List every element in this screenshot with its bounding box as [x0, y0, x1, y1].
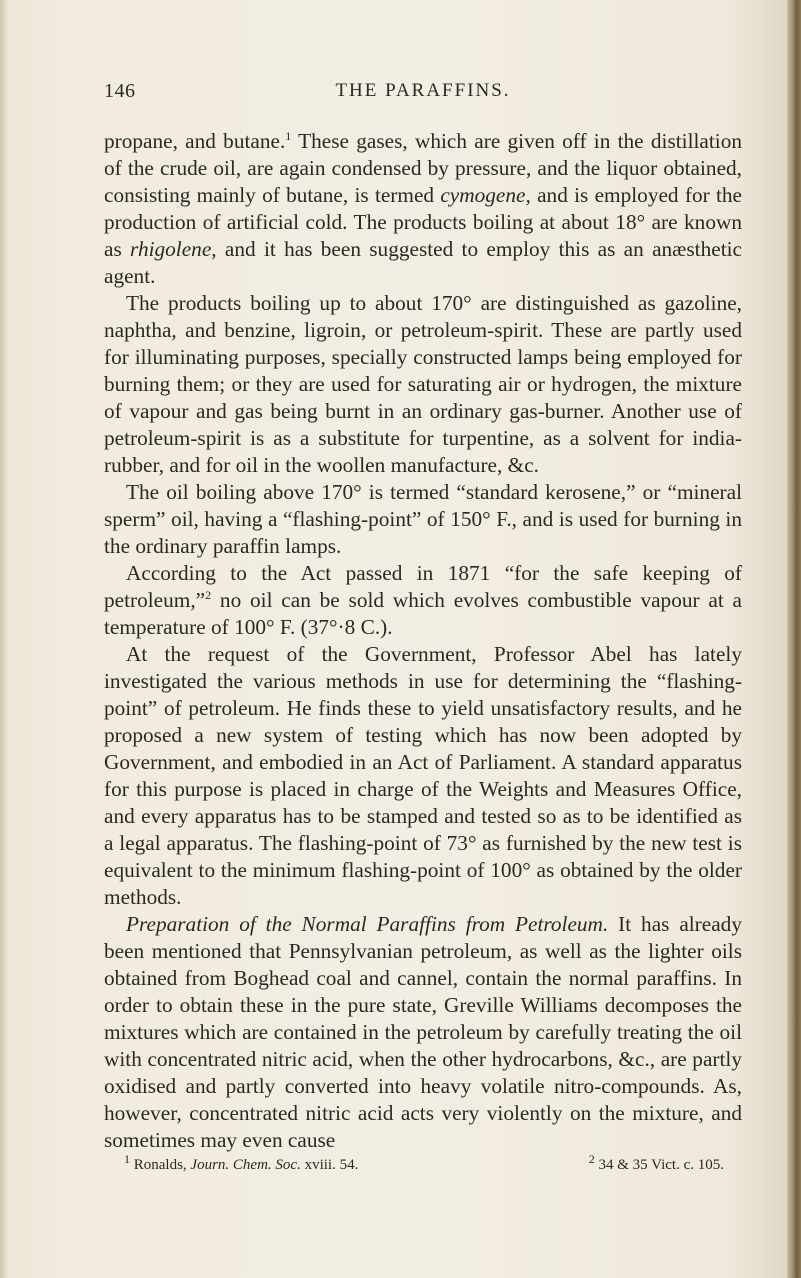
- text-run: At the request of the Government, Professor Abel has lately investigated the various methods in use for determining the “flashing-point” of petroleum. He finds these to yield unsatisfactory results, and he proposed a new system of testing which has now been adopted by Government, and embodied in an Act of Parliament. A standard apparatus for this purpose is placed in charge of the Weights and Measures Office, and every apparatus has to be stamped and tested so as to be identified as a legal apparatus. The flashing-point of 73° as furnished by the new test is equivalent to the minimum flashing-point of 100° as obtained by the older methods.: [104, 642, 742, 909]
- footnote-marker: 1: [124, 1152, 130, 1166]
- text-run: propane, and butane.: [104, 129, 286, 153]
- paragraph: [104, 560, 742, 641]
- footnote-reference: 2: [205, 587, 212, 602]
- footnote-text-after: xviii. 54.: [300, 1157, 359, 1173]
- text-run: It has already been mentioned that Pennsylvanian petroleum, as well as the lighter oils obtained from Boghead coal and cannel, contain the normal paraffins. In order to obtain these in the pure state, Greville Williams decomposes the mixtures which are contained in the petroleum by carefully treating the oil with concentrated nitric acid, when the other hydrocarbons, &c., are partly oxidised and partly converted into heavy volatile nitro-compounds. As, however, concentrated nitric acid acts very violently on the mixture, and sometimes may even cause: [104, 912, 742, 1152]
- italic-text: cymogene,: [440, 183, 531, 207]
- italic-text: rhigolene,: [130, 237, 217, 261]
- text-run: The oil boiling above 170° is termed “standard kerosene,” or “mineral sperm” oil, having a “flashing-point” of 150° F., and is used for burning in the ordinary paraffin lamps.: [104, 480, 742, 558]
- paragraph: [104, 911, 742, 1154]
- text-run: and is employed for the production of artificial cold. The products boiling at about 18° are known as: [104, 183, 742, 261]
- footnotes: [104, 1154, 742, 1176]
- footnote-marker: 2: [588, 1152, 595, 1166]
- footnote-journal: Journ. Chem. Soc.: [190, 1157, 301, 1173]
- paragraph: [104, 128, 742, 290]
- running-head: THE PARAFFINS.: [335, 80, 511, 101]
- book-spine-edge: [787, 0, 801, 1278]
- footnote-text: 34 & 35 Vict. c. 105.: [594, 1157, 724, 1173]
- footnote-reference: 1: [285, 128, 292, 143]
- paragraph: [104, 290, 742, 479]
- text-run: no oil can be sold which evolves combustible vapour at a temperature of 100° F. (37°·8 C.).: [104, 588, 742, 639]
- page-left-edge-shadow: [0, 0, 8, 1278]
- page-number: 146: [104, 80, 136, 102]
- footnote: [589, 1154, 724, 1176]
- text-run: According to the Act passed in 1871 “for the safe keeping of petroleum,”: [104, 561, 742, 612]
- paragraph: [104, 479, 742, 560]
- page-header: [104, 80, 742, 110]
- footnote: [124, 1154, 358, 1176]
- text-run: and it has been suggested to employ this as an anæsthetic agent.: [104, 237, 742, 288]
- italic-text: Preparation of the Normal Paraffins from Petroleum.: [126, 912, 609, 936]
- footnote-text: Ronalds,: [130, 1157, 191, 1173]
- text-run: The products boiling up to about 170° are distinguished as gazoline, naphtha, and benzine, ligroin, or petroleum-spirit. These are partly used for illuminating purposes, specially constructed lamps being employed for burning them; or they are used for saturating air or hydrogen, the mixture of vapour and gas being burnt in an ordinary gas-burner. Another use of petroleum-spirit is as a substitute for turpentine, as a solvent for india-rubber, and for oil in the woollen manufacture, &c.: [104, 291, 742, 477]
- body-text: [104, 128, 742, 1176]
- paragraph: [104, 641, 742, 911]
- text-run: These gases, which are given off in the distillation of the crude oil, are again condensed by pressure, and the liquor obtained, consisting mainly of butane, is termed: [104, 129, 742, 207]
